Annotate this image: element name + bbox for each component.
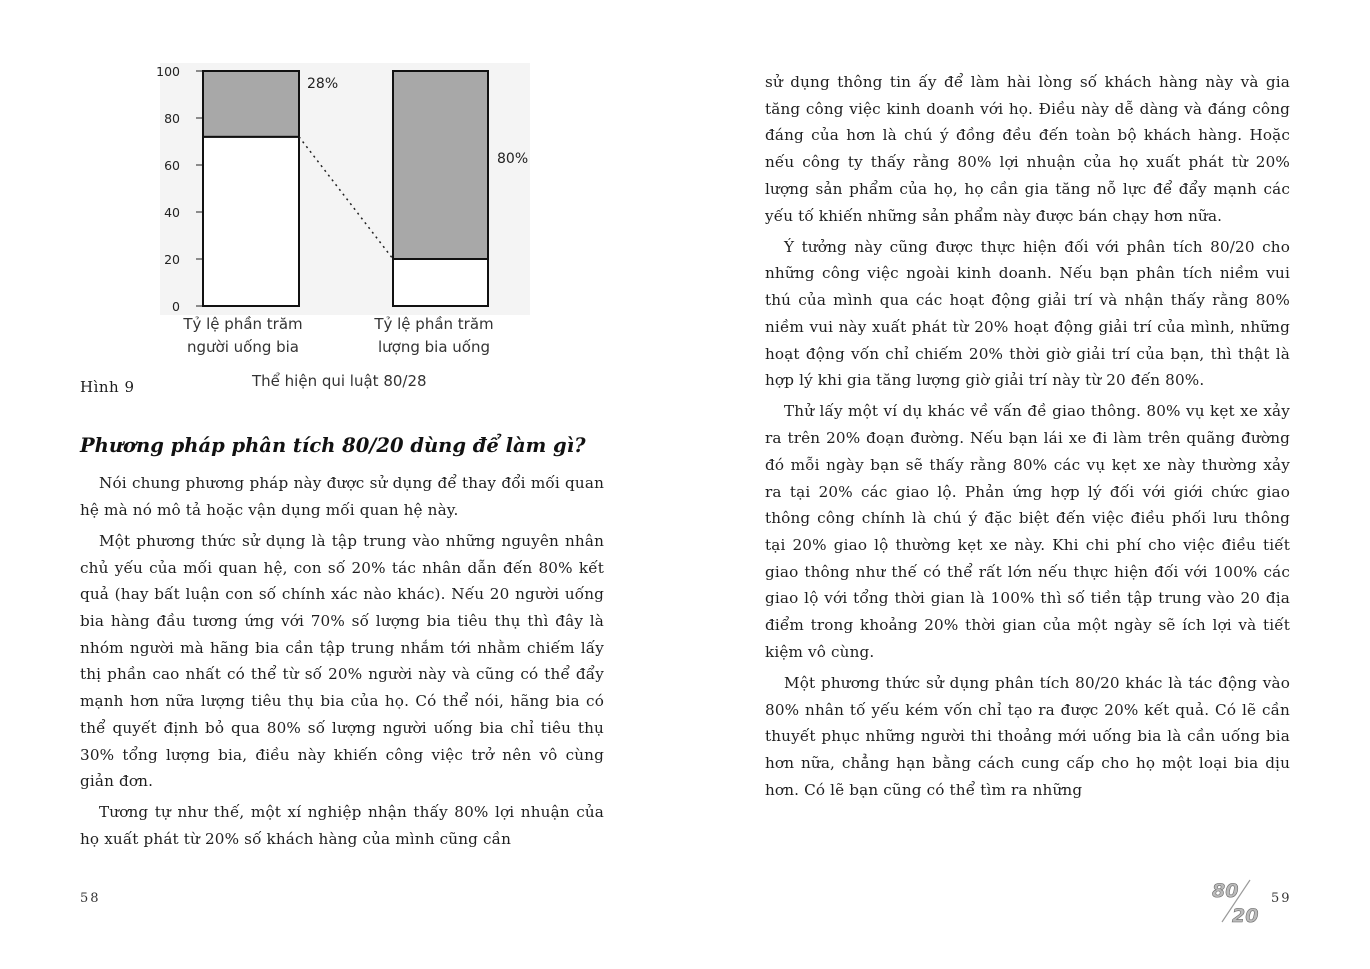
left-body-text — [80, 470, 604, 853]
bar-caption-2-line-2: lượng bia uống — [377, 338, 490, 356]
y-tick-label-0: 0 — [172, 299, 180, 314]
paragraph: Một phương thức sử dụng là tập trung vào những nguyên nhân chủ yếu của mối quan hệ, con số 20% tác nhân dẫn đến 80% kết quả (hay bất luận con số chính xác nào khác). Nếu 20 người uống bia hàng đầu tương ứng với 70% số lượng bia tiêu thụ thì đây là nhóm người mà hãng bia cần tập trung nhắm tới nhằm chiếm lấy thị phần cao nhất có thể từ số 20% người này và cũng có thể đẩy mạnh hơn nữa lượng tiêu thụ bia của họ. Có thể nói, hãng bia có thể quyết định bỏ qua 80% số lượng người uống bia chỉ tiêu thụ 30% tổng lượng bia, điều này khiến công việc trở nên vô cùng giản đơn. — [80, 531, 604, 791]
y-tick-label-2: 40 — [164, 205, 180, 220]
y-tick-label-5: 100 — [156, 64, 180, 79]
bar-2-top-segment — [393, 71, 488, 259]
paragraph: Thử lấy một ví dụ khác về vấn đề giao thông. 80% vụ kẹt xe xảy ra trên 20% đoạn đường. Nếu bạn lái xe đi làm trên quãng đường đó mỗi ngày bạn sẽ thấy rằng 80% các vụ kẹt xe này thường xảy ra tại 20% các giao lộ. Phản ứng hợp lý đối với giới chức giao thông công chính là chú ý đặc biệt đến việc điều phối lưu thông tại 20% giao lộ thường kẹt xe này. Khi chi phí cho việc điều tiết giao thông như thế có thể rất lớn nếu thực hiện đối với 100% các giao lộ với tổng thời gian là 100% thì số tiền tập trung vào 20 địa điểm trong khoảng 20% thời gian của một ngày sẽ ích lợi và tiết kiệm vô cùng. — [765, 402, 1290, 661]
bar-1-top-segment — [203, 71, 299, 137]
logo-bottom-number: 20 — [1232, 905, 1259, 926]
bar-caption-1-line-2: người uống bia — [186, 338, 299, 356]
page-number-left: 58 — [80, 891, 101, 906]
figure-chart — [140, 58, 560, 368]
bar-caption-1-line-1: Tỷ lệ phần trăm — [183, 315, 303, 333]
data-label-2: 80% — [497, 151, 529, 167]
bar-caption-2 — [359, 313, 509, 359]
right-page — [685, 0, 1370, 969]
logo-80-20 — [1210, 876, 1262, 926]
paragraph: Tương tự như thế, một xí nghiệp nhận thấy 80% lợi nhuận của họ xuất phát từ 20% số khách hàng của mình cũng cần — [80, 803, 604, 849]
bar-caption-1 — [168, 313, 318, 359]
paragraph: Ý tưởng này cũng được thực hiện đối với phân tích 80/20 cho những công việc ngoài kinh doanh. Nếu bạn phân tích niềm vui thú của mình qua các hoạt động giải trí và nhận thấy rằng 80% niềm vui này xuất phát từ 20% hoạt động giải trí của mình, những hoạt động vốn chỉ chiếm 20% thời giờ giải trí của bạn, thì thật là hợp lý khi gia tăng lượng giờ giải trí này từ 20 đến 80%. — [765, 237, 1290, 390]
y-tick-label-4: 80 — [164, 111, 180, 126]
paragraph: Nói chung phương pháp này được sử dụng để thay đổi mối quan hệ mà nó mô tả hoặc vận dụng mối quan hệ này. — [80, 474, 604, 519]
section-heading: Phương pháp phân tích 80/20 dùng để làm gì? — [80, 434, 586, 457]
bar-1-bottom-segment — [203, 137, 299, 306]
figure-caption: Thể hiện qui luật 80/28 — [252, 372, 427, 390]
paragraph: sử dụng thông tin ấy để làm hài lòng số khách hàng này và gia tăng công việc kinh doanh với họ. Điều này dễ dàng và đáng công đáng của hơn là chú ý đồng đều đến toàn bộ khách hàng. Hoặc nếu công ty thấy rằng 80% lợi nhuận của họ xuất phát từ 20% lượng sản phẩm của họ, họ cần gia tăng nỗ lực để đẩy mạnh các yếu tố khiến những sản phẩm này được bán chạy hơn nữa. — [765, 73, 1290, 225]
data-label-1: 28% — [307, 76, 339, 92]
right-body-text — [765, 69, 1290, 803]
logo-top-number: 80 — [1212, 880, 1239, 902]
bar-caption-2-line-1: Tỷ lệ phần trăm — [374, 315, 494, 333]
y-tick-label-1: 20 — [164, 252, 180, 267]
page-number-right: 59 — [1271, 891, 1292, 906]
bar-chart — [140, 58, 560, 318]
y-tick-label-3: 60 — [164, 158, 180, 173]
figure-label: Hình 9 — [80, 378, 135, 396]
bar-2-bottom-segment — [393, 259, 488, 306]
paragraph: Một phương thức sử dụng phân tích 80/20 khác là tác động vào 80% nhân tố yếu kém vốn chỉ tạo ra được 20% kết quả. Có lẽ cần thuyết phục những người thi thoảng mới uống bia là cần uống bia hơn nữa, chẳng hạn bằng cách cung cấp cho họ một loại bia dịu hơn. Có lẽ bạn cũng có thể tìm ra những — [765, 673, 1290, 799]
